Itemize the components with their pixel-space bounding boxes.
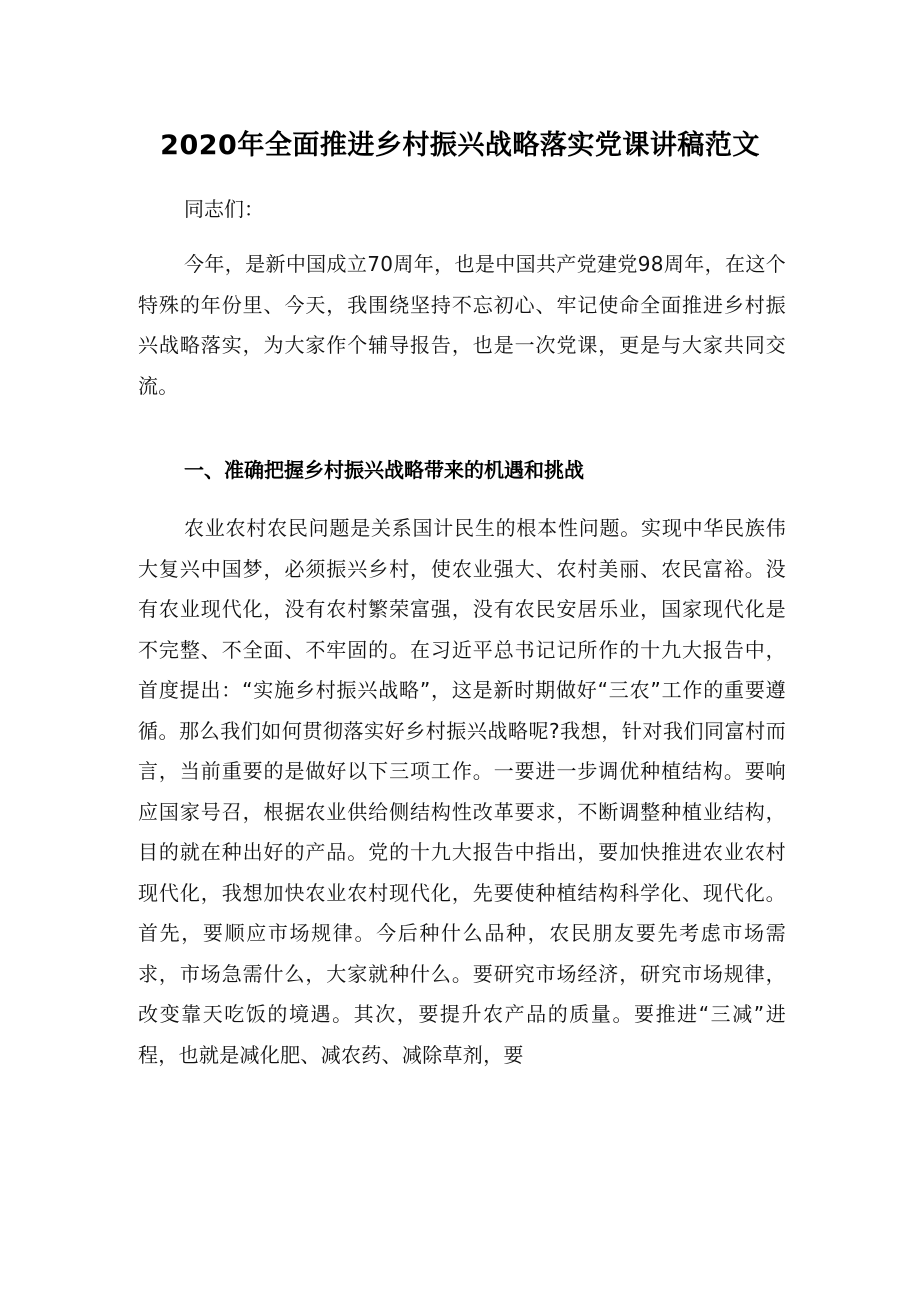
greeting: 同志们： [184, 197, 264, 221]
paragraph-body: 农业农村农民问题是关系国计民生的根本性问题。实现中华民族伟大复兴中国梦，必须振兴乡村，使农业强大、农村美丽、农民富裕。没有农业现代化，没有农村繁荣富强，没有农民安居乐业，国家现代化是不完整、不全面、不牢固的。在习近平总书记记所作的十九大报告中，首度提出：“实施乡村振兴战略”，这是新时期做好“三农”工作的重要遵循。那么我们如何贯彻落实好乡村振兴战略呢?我想，针对我们同富村而言，当前重要的是做好以下三项工作。一要进一步调优种植结构。要响应国家号召，根据农业供给侧结构性改革要求，不断调整种植业结构，目的就在种出好的产品。党的十九大报告中指出，要加快推进农业农村现代化，我想加快农业农村现代化，先要使种植结构科学化、现代化。首先，要顺应市场规律。今后种什么品种，农民朋友要先考虑市场需求，市场急需什么，大家就种什么。要研究市场经济，研究市场规律，改变靠天吃饭的境遇。其次，要提升农产品的质量。要推进“三减”进程，也就是减化肥、减农药、减除草剂，要 [138, 516, 786, 1067]
document-title: 2020年全面推进乡村振兴战略落实党课讲稿范文 [160, 130, 760, 161]
paragraph-intro: 今年，是新中国成立70周年，也是中国共产党建党98周年，在这个特殊的年份里、今天，我围绕坚持不忘初心、牢记使命全面推进乡村振兴战略落实，为大家作个辅导报告，也是一次党课，更是与大家共同交流。 [138, 252, 786, 398]
section-heading: 一、准确把握乡村振兴战略带来的机遇和挑战 [184, 458, 584, 482]
